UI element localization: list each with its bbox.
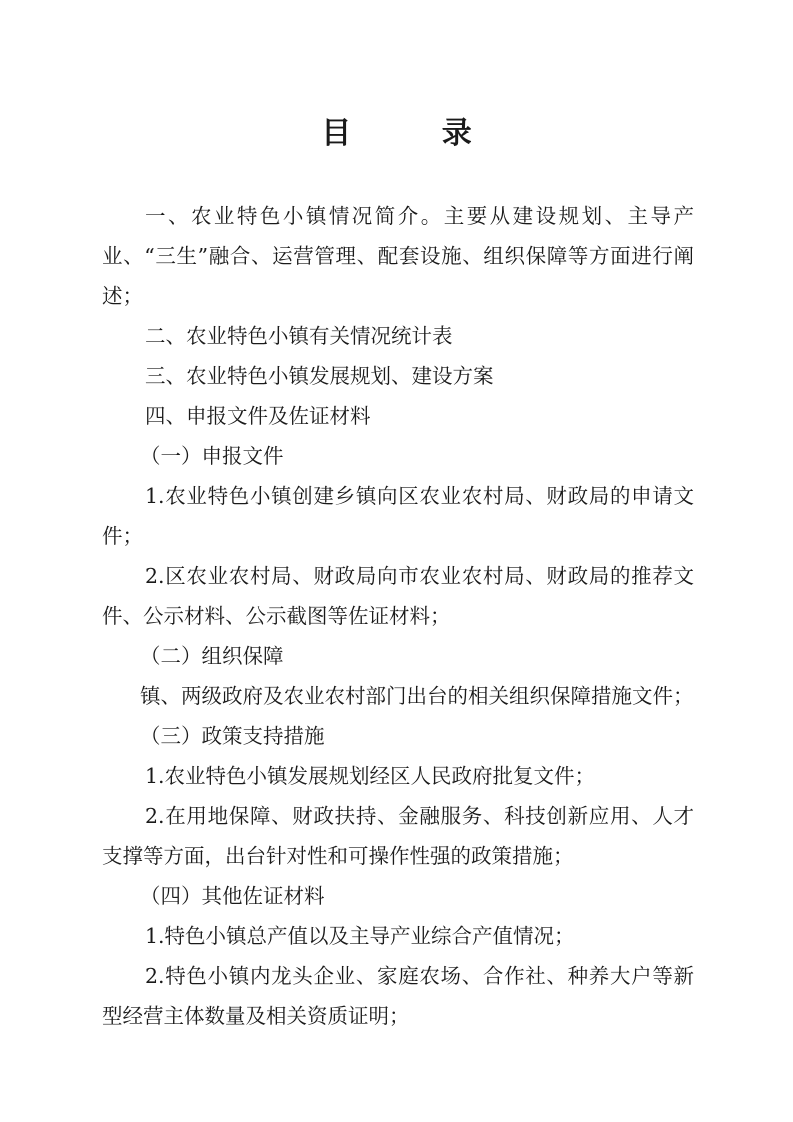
toc-subitem-4-1: 1.特色小镇总产值以及主导产业综合产值情况； [145,924,575,948]
toc-subitem-1-1: 1.农业特色小镇创建乡镇向区农业农村局、财政局的申请文件； [102,484,694,548]
toc-item-2: 二、农业特色小镇有关情况统计表 [145,324,453,348]
toc-subheading-4: （四）其他佐证材料 [140,884,325,908]
toc-item-1: 一、农业特色小镇情况简介。主要从建设规划、主导产业、“三生”融合、运营管理、配套设施、组织保障等方面进行阐述； [102,204,694,308]
toc-subitem-2-1: 镇、两级政府及农业农村部门出台的相关组织保障措施文件； [140,684,694,708]
toc-subheading-3: （三）政策支持措施 [140,724,325,748]
toc-content [102,196,694,1036]
toc-item-3: 三、农业特色小镇发展规划、建设方案 [145,364,494,388]
toc-subitem-3-2: 2.在用地保障、财政扶持、金融服务、科技创新应用、人才支撑等方面，出台针对性和可操作性强的政策措施； [102,804,694,868]
toc-subitem-3-1: 1.农业特色小镇发展规划经区人民政府批复文件； [145,764,596,788]
toc-subitem-4-2: 2.特色小镇内龙头企业、家庭农场、合作社、种养大户等新型经营主体数量及相关资质证明； [102,964,694,1028]
toc-item-4: 四、申报文件及佐证材料 [145,404,371,428]
page-title: 目 录 [321,116,512,151]
toc-subheading-1: （一）申报文件 [140,444,284,468]
toc-subitem-1-2: 2.区农业农村局、财政局向市农业农村局、财政局的推荐文件、公示材料、公示截图等佐证材料； [102,564,694,628]
toc-subheading-2: （二）组织保障 [140,644,284,668]
